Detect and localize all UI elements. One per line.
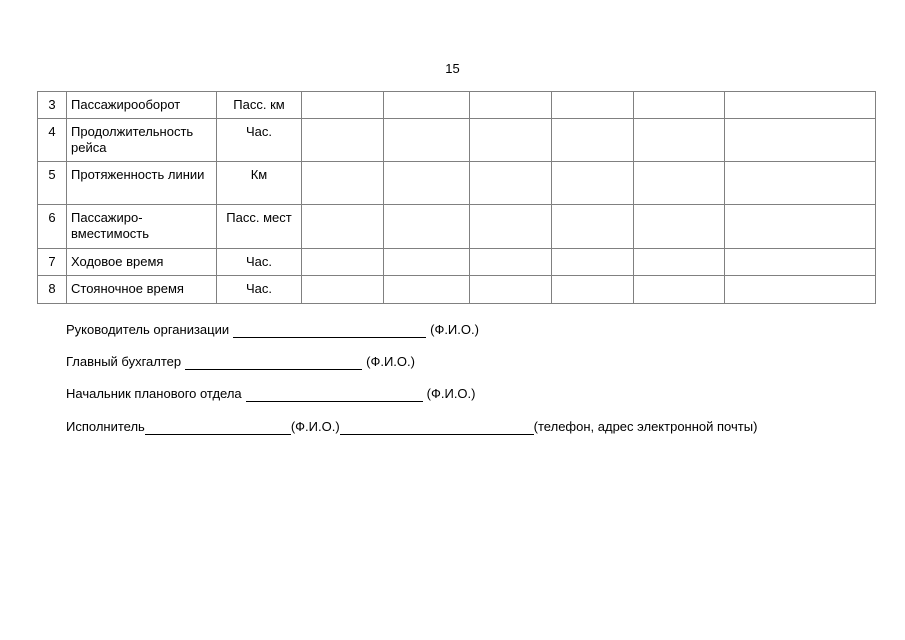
table-row (38, 162, 876, 205)
signature-head-suffix: (Ф.И.О.) (430, 322, 479, 337)
value-cell[interactable] (302, 119, 384, 162)
value-cell[interactable] (384, 249, 470, 276)
value-cell[interactable] (725, 162, 876, 205)
signature-executor (66, 419, 757, 435)
value-cell[interactable] (302, 162, 384, 205)
value-cell[interactable] (470, 249, 552, 276)
value-cell[interactable] (552, 162, 634, 205)
indicator-name: Стояночное время (67, 276, 217, 304)
value-cell[interactable] (552, 205, 634, 249)
table-row (38, 92, 876, 119)
signature-planning (66, 386, 476, 402)
value-cell[interactable] (552, 92, 634, 119)
value-cell[interactable] (384, 92, 470, 119)
indicator-name: Продолжительность рейса (67, 119, 217, 162)
value-cell[interactable] (552, 119, 634, 162)
value-cell[interactable] (302, 205, 384, 249)
value-cell[interactable] (552, 249, 634, 276)
table-row (38, 276, 876, 304)
signature-executor-suffix1: (Ф.И.О.) (290, 419, 340, 434)
row-number: 8 (38, 276, 67, 304)
value-cell[interactable] (470, 119, 552, 162)
value-cell[interactable] (302, 276, 384, 304)
table-row (38, 249, 876, 276)
value-cell[interactable] (634, 119, 725, 162)
value-cell[interactable] (384, 119, 470, 162)
signature-executor-label: Исполнитель (66, 419, 145, 434)
value-cell[interactable] (725, 92, 876, 119)
row-number: 7 (38, 249, 67, 276)
row-number: 3 (38, 92, 67, 119)
unit-of-measure: Час. (217, 119, 302, 162)
value-cell[interactable] (384, 205, 470, 249)
indicator-name: Ходовое время (67, 249, 217, 276)
page-number: 15 (445, 61, 460, 76)
row-number: 4 (38, 119, 67, 162)
signature-executor-suffix2: (телефон, адрес электронной почты) (533, 419, 758, 434)
signature-head (66, 322, 479, 338)
value-cell[interactable] (634, 276, 725, 304)
unit-of-measure: Пасс. км (217, 92, 302, 119)
value-cell[interactable] (725, 205, 876, 249)
signature-head-label: Руководитель организации (66, 322, 230, 337)
value-cell[interactable] (725, 276, 876, 304)
row-number: 6 (38, 205, 67, 249)
value-cell[interactable] (725, 119, 876, 162)
value-cell[interactable] (470, 276, 552, 304)
signature-accountant (66, 354, 415, 370)
indicator-name: Пассажиро-вместимость (67, 205, 217, 249)
unit-of-measure: Пасс. мест (217, 205, 302, 249)
value-cell[interactable] (725, 249, 876, 276)
signature-accountant-suffix: (Ф.И.О.) (366, 354, 415, 369)
unit-of-measure: Час. (217, 249, 302, 276)
signature-executor-contact-line[interactable] (340, 420, 534, 435)
signature-planning-suffix: (Ф.И.О.) (426, 386, 476, 401)
row-number: 5 (38, 162, 67, 205)
value-cell[interactable] (384, 276, 470, 304)
signature-executor-name-line[interactable] (145, 420, 291, 435)
value-cell[interactable] (634, 92, 725, 119)
value-cell[interactable] (634, 205, 725, 249)
signature-planning-label: Начальник планового отдела (66, 386, 242, 401)
value-cell[interactable] (470, 92, 552, 119)
value-cell[interactable] (470, 205, 552, 249)
value-cell[interactable] (634, 249, 725, 276)
value-cell[interactable] (302, 92, 384, 119)
value-cell[interactable] (470, 162, 552, 205)
value-cell[interactable] (552, 276, 634, 304)
table-row (38, 205, 876, 249)
unit-of-measure: Км (217, 162, 302, 205)
signature-accountant-label: Главный бухгалтер (66, 354, 182, 369)
value-cell[interactable] (384, 162, 470, 205)
unit-of-measure: Час. (217, 276, 302, 304)
value-cell[interactable] (634, 162, 725, 205)
signature-planning-line[interactable] (246, 387, 423, 402)
table-row (38, 119, 876, 162)
indicators-table (37, 91, 876, 304)
signature-accountant-line[interactable] (185, 355, 362, 370)
signature-head-line[interactable] (233, 323, 426, 338)
indicator-name: Протяженность линии (67, 162, 217, 205)
value-cell[interactable] (302, 249, 384, 276)
indicator-name: Пассажирооборот (67, 92, 217, 119)
